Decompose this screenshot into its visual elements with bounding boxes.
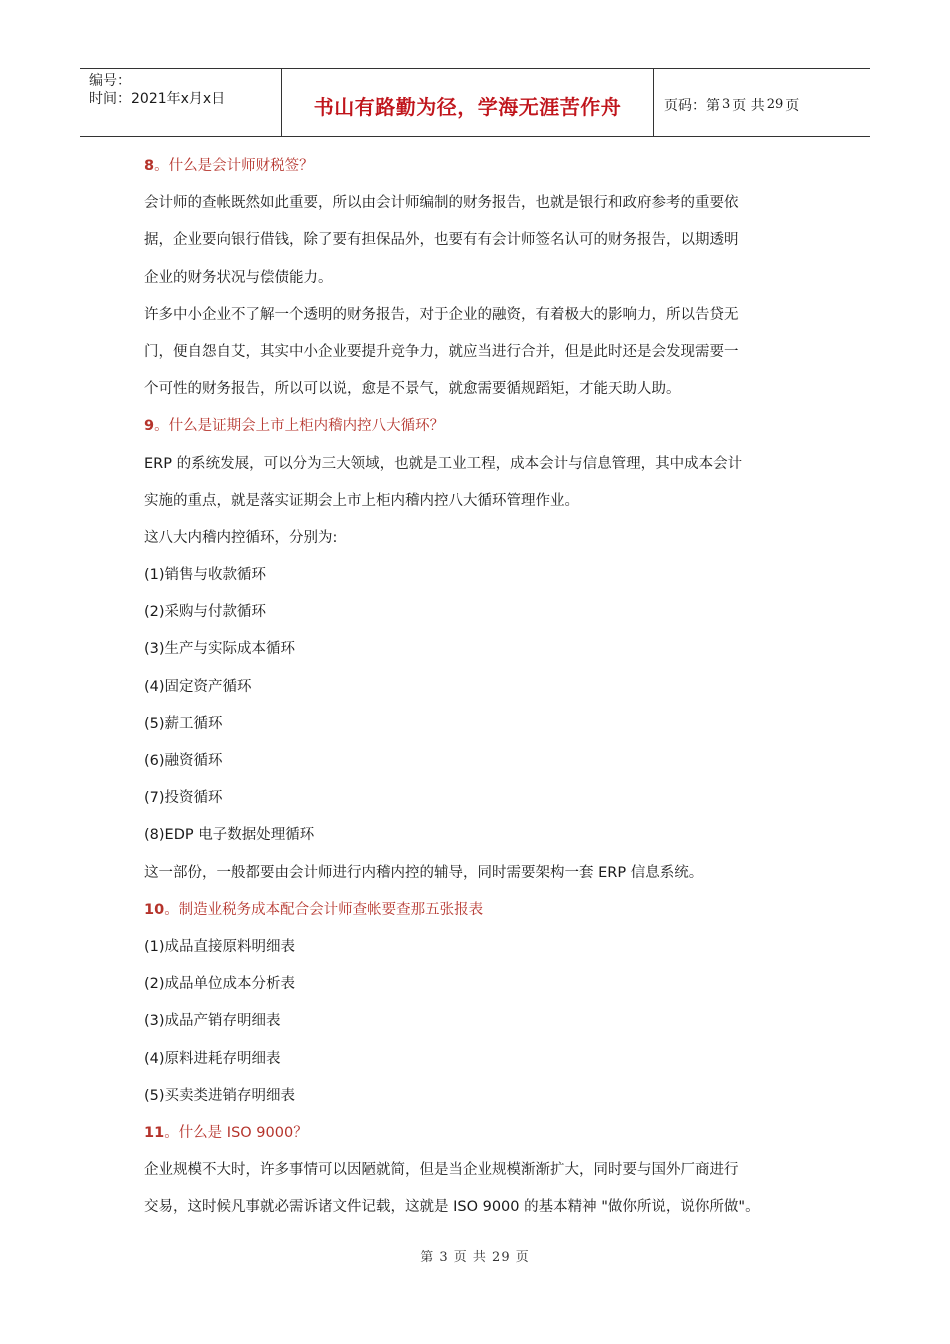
line-text: 门，便自怨自艾，其实中小企业要提升竞争力，就应当进行合并，但是此时还是会发现需要一 bbox=[144, 343, 739, 360]
body-text-line bbox=[144, 855, 824, 892]
header-motto-cell bbox=[281, 69, 654, 136]
document-body bbox=[144, 148, 824, 1226]
body-text-line bbox=[144, 297, 824, 334]
body-text-line bbox=[144, 1003, 824, 1040]
body-text-line bbox=[144, 185, 824, 222]
body-text-line bbox=[144, 631, 824, 668]
body-text-line bbox=[144, 260, 824, 297]
line-text: (6)融资循环 bbox=[144, 753, 223, 769]
line-text: (1)成品直接原料明细表 bbox=[144, 938, 296, 955]
line-text: 个可性的财务报告，所以可以说，愈是不景气，就愈需要循规蹈矩，才能天助人助。 bbox=[144, 381, 681, 398]
line-text: 实施的重点，就是落实证期会上市上柜内稽内控八大循环管理作业。 bbox=[144, 492, 579, 509]
body-text-line bbox=[144, 1152, 824, 1189]
body-text-line bbox=[144, 371, 824, 408]
section-number: 9 bbox=[144, 418, 155, 435]
line-text: (8)EDP 电子数据处理循环 bbox=[144, 827, 315, 844]
body-text-line bbox=[144, 780, 824, 817]
page-current: 3 bbox=[722, 97, 731, 112]
line-text: 会计师的查帐既然如此重要，所以由会计师编制的财务报告，也就是银行和政府参考的重要依 bbox=[144, 195, 739, 212]
page-footer: 第 3 页 共 29 页 bbox=[420, 1250, 530, 1265]
line-text: 交易，这时候凡事就必需诉诸文件记载，这就是 ISO 9000 的基本精神 "做你所说，说你所做"。 bbox=[144, 1199, 760, 1216]
header-page-info bbox=[653, 69, 870, 136]
body-text-line bbox=[144, 483, 824, 520]
section-title: 。什么是 ISO 9000？ bbox=[164, 1124, 308, 1141]
body-text-line bbox=[144, 1189, 824, 1226]
line-text: (4)原料进耗存明细表 bbox=[144, 1050, 281, 1067]
body-text-line bbox=[144, 669, 824, 706]
line-text: (3)成品产销存明细表 bbox=[144, 1013, 281, 1030]
page-header bbox=[80, 68, 870, 137]
body-text-line bbox=[144, 743, 824, 780]
body-text-line bbox=[144, 966, 824, 1003]
document-date: 时间：2021年x月x日 bbox=[89, 91, 226, 107]
line-text: 这八大内稽内控循环，分别为: bbox=[144, 529, 338, 546]
body-text-line bbox=[144, 557, 824, 594]
line-text: 这一部份，一般都要由会计师进行内稽内控的辅导，同时需要架构一套 ERP 信息系统。 bbox=[144, 864, 704, 881]
line-text: (2)采购与付款循环 bbox=[144, 604, 267, 621]
section-number: 10 bbox=[144, 901, 165, 918]
body-text-line bbox=[144, 929, 824, 966]
body-text-line bbox=[144, 1041, 824, 1078]
line-text: (5)薪工循环 bbox=[144, 715, 223, 732]
body-text-line bbox=[144, 520, 824, 557]
line-text: (4)固定资产循环 bbox=[144, 678, 252, 695]
line-text: ERP 的系统发展，可以分为三大领域，也就是工业工程，成本会计与信息管理，其中成本会计 bbox=[144, 455, 743, 472]
page-suffix: 页 bbox=[785, 97, 800, 114]
section-title: 。制造业税务成本配合会计师查帐要查那五张报表 bbox=[164, 901, 484, 918]
page-total: 29 bbox=[766, 97, 784, 112]
section-heading bbox=[144, 408, 824, 445]
line-text: (5)买卖类进销存明细表 bbox=[144, 1087, 296, 1104]
section-title: 。什么是会计师财税签？ bbox=[154, 158, 314, 174]
section-title: 。什么是证期会上市上柜内稽内控八大循环？ bbox=[154, 418, 445, 435]
page-prefix: 页码：第 bbox=[664, 97, 720, 114]
section-number: 11 bbox=[144, 1124, 165, 1141]
line-text: 企业规模不大时，许多事情可以因陋就简，但是当企业规模渐渐扩大，同时要与国外厂商进行 bbox=[144, 1162, 739, 1179]
line-text: 企业的财务状况与偿债能力。 bbox=[144, 269, 333, 286]
body-text-line bbox=[144, 334, 824, 371]
body-text-line bbox=[144, 1078, 824, 1115]
body-text-line bbox=[144, 594, 824, 631]
page-mid: 页 共 bbox=[732, 97, 765, 114]
line-text: (1)销售与收款循环 bbox=[144, 567, 267, 584]
body-text-line bbox=[144, 222, 824, 259]
header-motto: 书山有路勤为径，学海无涯苦作舟 bbox=[313, 94, 622, 119]
section-heading bbox=[144, 1115, 824, 1152]
line-text: (3)生产与实际成本循环 bbox=[144, 641, 296, 658]
line-text: (2)成品单位成本分析表 bbox=[144, 976, 296, 993]
body-text-line bbox=[144, 817, 824, 854]
header-meta bbox=[80, 69, 280, 136]
body-text-line bbox=[144, 446, 824, 483]
section-heading bbox=[144, 892, 824, 929]
line-text: 许多中小企业不了解一个透明的财务报告，对于企业的融资，有着极大的影响力，所以告贷无 bbox=[144, 306, 739, 323]
document-number-label: 编号： bbox=[89, 73, 131, 89]
section-number: 8 bbox=[144, 158, 155, 174]
line-text: (7)投资循环 bbox=[144, 790, 223, 807]
line-text: 据，企业要向银行借钱，除了要有担保品外，也要有有会计师签名认可的财务报告，以期透明 bbox=[144, 232, 739, 249]
section-heading bbox=[144, 148, 824, 185]
body-text-line bbox=[144, 706, 824, 743]
